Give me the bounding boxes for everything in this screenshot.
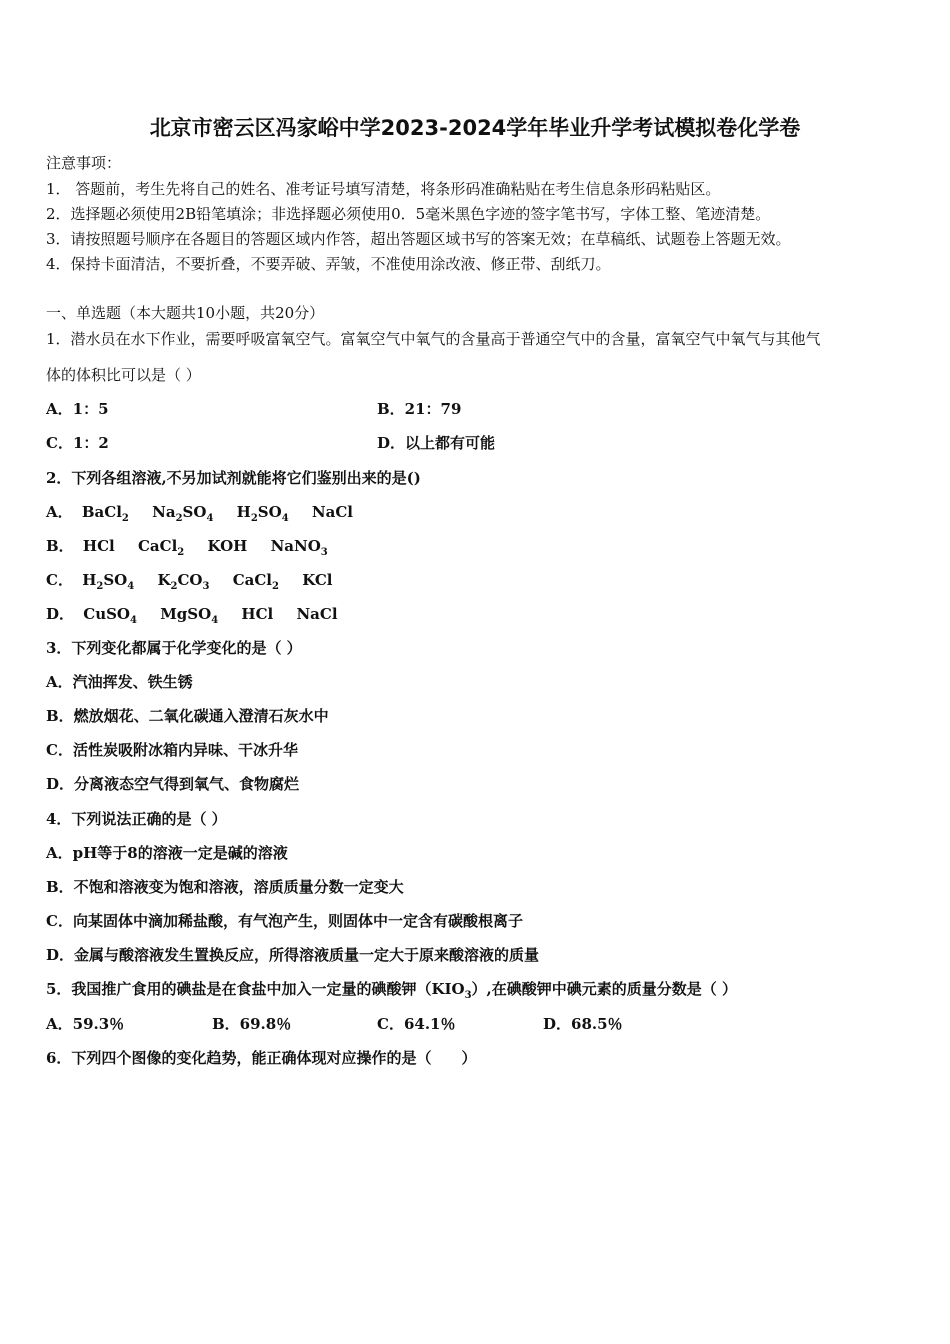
q2-option-a: [46, 501, 371, 524]
q1-stem-line1: 1．潜水员在水下作业，需要呼吸富氧空气。富氧空气中氧气的含量高于普通空气中的含量，富氧空气中氧气与其他气: [46, 330, 821, 348]
q2-c-cacl2: CaCl$_2$: [232, 571, 279, 592]
q3-option-a: A．汽油挥发、铁生锈: [46, 673, 193, 691]
q2-c-kcl: KCl: [302, 571, 333, 589]
q6-stem: 6．下列四个图像的变化趋势，能正确体现对应操作的是（ ）: [46, 1049, 477, 1067]
q3-option-d: D．分离液态空气得到氧气、食物腐烂: [46, 775, 300, 793]
q2-a-h2so4: $H_2SO_4$: [236, 503, 289, 524]
q4-option-c: C．向某固体中滴加稀盐酸，有气泡产生，则固体中一定含有碳酸根离子: [46, 912, 523, 930]
q2-option-c: [46, 569, 350, 592]
q4-option-b: B．不饱和溶液变为饱和溶液，溶质质量分数一定变大: [46, 878, 404, 896]
notice-heading: 注意事项：: [46, 154, 122, 172]
q2-d-mgso4: MgSO$_4$: [160, 605, 219, 626]
q2-a-bacl2: BaCl$_2$: [81, 503, 129, 524]
q5-option-d: D．68.5％: [543, 1015, 623, 1033]
q2-b-nano3: NaNO$_3$: [270, 537, 328, 558]
q2-d-cuso4: CuSO$_4$: [83, 605, 137, 626]
section-heading: 一、单选题（本大题共10小题，共20分）: [46, 304, 325, 322]
notice-item-4: 4．保持卡面清洁，不要折叠，不要弄破、弄皱，不准使用涂改液、修正带、刮纸刀。: [46, 255, 611, 273]
q2-b-cacl2: CaCl$_2$: [137, 537, 185, 558]
q2-a-nacl: NaCl: [311, 503, 353, 521]
notice-item-3: 3．请按照题号顺序在各题目的答题区域内作答，超出答题区域书写的答案无效；在草稿纸、试题卷上答题无效。: [46, 230, 791, 248]
q3-option-c: C．活性炭吸附冰箱内异味、干冰升华: [46, 741, 298, 759]
notice-item-1: 1． 答题前，考生先将自己的姓名、准考证号填写清楚，将条形码准确粘贴在考生信息条形码粘贴区。: [46, 180, 721, 198]
q2-b-hcl: HCl: [82, 537, 115, 555]
q2-a-na2so4: $Na_2SO_4$: [152, 503, 214, 524]
q1-option-d: D．以上都有可能: [377, 434, 496, 452]
q1-stem-line2: 体的体积比可以是（ ）: [46, 366, 201, 384]
notice-item-2: 2．选择题必须使用2B铅笔填涂；非选择题必须使用0．5毫米黑色字迹的签字笔书写，字体工整、笔迹清楚。: [46, 205, 771, 223]
q2-c-k2co3: $K_2CO_3$: [157, 571, 210, 592]
q5-stem: 5．我国推广食用的碘盐是在食盐中加入一定量的碘酸钾$(KIO_3)$,在碘酸钾中碘元素的质量分数是（ ）: [46, 980, 737, 1001]
q2-d-label: D．: [46, 605, 75, 623]
q3-option-b: B．燃放烟花、二氧化碳通入澄清石灰水中: [46, 707, 329, 725]
q2-b-koh: KOH: [207, 537, 248, 555]
q2-stem: 2．下列各组溶液,不另加试剂就能将它们鉴别出来的是(): [46, 469, 421, 487]
q4-stem: 4．下列说法正确的是（ ）: [46, 810, 227, 828]
q2-a-label: A．: [46, 503, 73, 521]
q1-option-b: B．21：79: [377, 400, 462, 418]
q2-b-label: B．: [46, 537, 74, 555]
q5-option-a: A．59.3％: [46, 1015, 125, 1033]
q2-d-nacl: NaCl: [296, 605, 338, 623]
q1-option-c: C．1：2: [46, 434, 109, 452]
q2-c-h2so4: $H_2SO_4$: [82, 571, 135, 592]
q1-option-a: A．1：5: [46, 400, 109, 418]
q4-option-d: D．金属与酸溶液发生置换反应，所得溶液质量一定大于原来酸溶液的质量: [46, 946, 540, 964]
q2-c-label: C．: [46, 571, 73, 589]
q5-option-c: C．64.1％: [377, 1015, 456, 1033]
q2-option-d: [46, 603, 356, 626]
q2-option-b: [46, 535, 346, 558]
q3-stem: 3．下列变化都属于化学变化的是（ ）: [46, 639, 302, 657]
page-title: 北京市密云区冯家峪中学2023-2024学年毕业升学考试模拟卷化学卷: [149, 116, 801, 140]
q4-option-a: A．pH等于8的溶液一定是碱的溶液: [46, 844, 288, 862]
q2-d-hcl: HCl: [241, 605, 274, 623]
q5-option-b: B．69.8％: [212, 1015, 292, 1033]
